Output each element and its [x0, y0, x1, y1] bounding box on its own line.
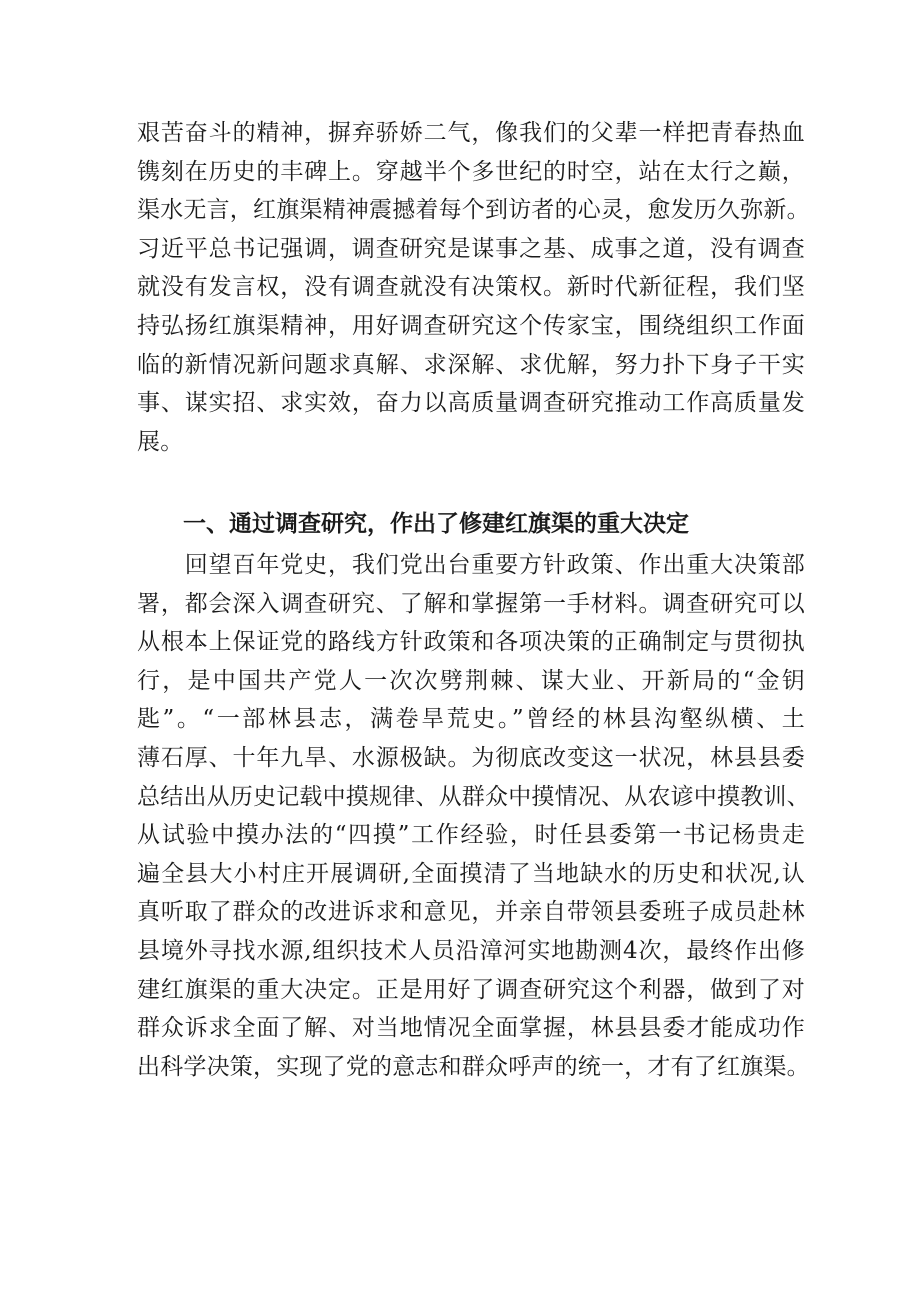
- text-line: 真听取了群众的改进诉求和意见，并亲自带领县委班子成员赴林: [137, 899, 805, 926]
- text-line: 匙”。“一部林县志，满卷旱荒史。”曾经的林县沟壑纵横、土: [137, 706, 805, 733]
- text-line: 县境外寻找水源,组织技术人员沿漳河实地勘测4次，最终作出修: [137, 937, 805, 964]
- text-line: 从根本上保证党的路线方针政策和各项决策的正确制定与贯彻执: [137, 629, 805, 656]
- section-heading: 一、通过调查研究，作出了修建红旗渠的重大决定: [183, 511, 689, 537]
- text-line: 习近平总书记强调，调查研究是谋事之基、成事之道，没有调查: [137, 235, 805, 262]
- paragraph-body: [137, 546, 810, 1086]
- text-line: 事、谋实招、求实效，奋力以高质量调查研究推动工作高质量发: [137, 390, 805, 417]
- paragraph-intro: [137, 114, 810, 461]
- text-line: 展。: [137, 428, 184, 455]
- text-line: 镌刻在历史的丰碑上。穿越半个多世纪的时空，站在太行之巅，: [137, 158, 805, 185]
- text-line: 就没有发言权，没有调查就没有决策权。新时代新征程，我们坚: [137, 274, 805, 301]
- text-line: 群众诉求全面了解、对当地情况全面掌握，林县县委才能成功作: [137, 1015, 805, 1042]
- text-line: 出科学决策，实现了党的意志和群众呼声的统一，才有了红旗渠。: [137, 1053, 810, 1080]
- text-line: 渠水无言，红旗渠精神震撼着每个到访者的心灵，愈发历久弥新。: [137, 197, 810, 224]
- text-line: 回望百年党史，我们党出台重要方针政策、作出重大决策部: [137, 552, 805, 578]
- text-line: 遍全县大小村庄开展调研,全面摸清了当地缺水的历史和状况,认: [137, 860, 805, 887]
- text-line: 临的新情况新问题求真解、求深解、求优解，努力扑下身子干实: [137, 351, 805, 378]
- text-line: 总结出从历史记载中摸规律、从群众中摸情况、从农谚中摸教训、: [137, 783, 810, 810]
- text-line: 薄石厚、十年九旱、水源极缺。为彻底改变这一状况，林县县委: [137, 744, 805, 771]
- text-line: 行，是中国共产党人一次次劈荆棘、谋大业、开新局的“金钥: [137, 667, 805, 694]
- text-line: 署，都会深入调查研究、了解和掌握第一手材料。调查研究可以: [137, 590, 805, 617]
- text-line: 艰苦奋斗的精神，摒弃骄娇二气，像我们的父辈一样把青春热血: [137, 120, 805, 146]
- text-line: 持弘扬红旗渠精神，用好调查研究这个传家宝，围绕组织工作面: [137, 312, 805, 339]
- text-line: 建红旗渠的重大决定。正是用好了调查研究这个利器，做到了对: [137, 976, 805, 1003]
- text-line: 从试验中摸办法的“四摸”工作经验，时任县委第一书记杨贵走: [137, 822, 805, 849]
